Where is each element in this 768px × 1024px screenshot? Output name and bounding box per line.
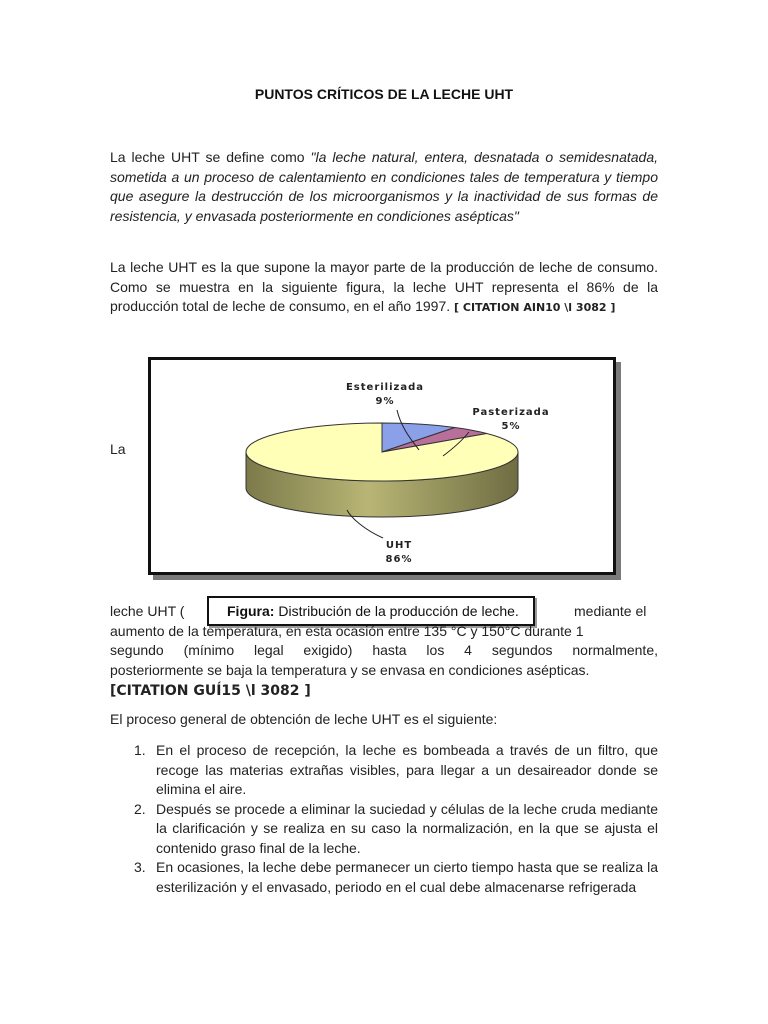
pie-body <box>246 423 518 517</box>
label-uht-value: 86% <box>385 554 413 565</box>
list-item <box>110 858 658 897</box>
caption-label: Figura: <box>227 603 275 619</box>
process-steps-list <box>110 741 658 897</box>
label-esterilizada-value: 9% <box>375 396 395 407</box>
list-item-number: 3. <box>134 859 146 875</box>
list-item <box>110 741 658 800</box>
paragraph-uht-line1-left: leche UHT ( <box>110 603 185 619</box>
paragraph-uht-line3: segundo (mínimo legal exigido) hasta los 4 segundos normalmente, <box>110 642 658 658</box>
paragraph-production <box>110 258 658 318</box>
paragraph-fragment-la: La <box>110 441 126 457</box>
definition-quote: "la leche natural, entera, desnatada o semidesnatada, sometida a un proceso de calentamiento en condiciones tales de temperatura y tiempo que asegure la destrucción de los microorganismos y la inactividad de sus formas de resistencia, y envasada posteriormente en condiciones asépticas" <box>110 149 658 224</box>
list-item-text: En ocasiones, la leche debe permanecer un cierto tiempo hasta que se realiza la esterilización y el envasado, periodo en el cual debe almacenarse refrigerada <box>156 859 658 895</box>
paragraph-uht-line4: posteriormente se baja la temperatura y se envasa en condiciones asépticas. <box>110 662 590 678</box>
document-title: PUNTOS CRÍTICOS DE LA LECHE UHT <box>254 86 514 102</box>
label-uht-name: UHT <box>385 540 413 551</box>
list-item <box>110 800 658 859</box>
caption-text: Distribución de la producción de leche. <box>274 603 519 619</box>
paragraph-process-intro: El proceso general de obtención de leche UHT es el siguiente: <box>110 711 498 727</box>
list-item-text: Después se procede a eliminar la suciedad y células de la leche cruda mediante la clarificación y se realiza en su caso la normalización, en la que se ajusta el contenido graso final de la leche. <box>156 800 658 856</box>
paragraph-uht-line2: aumento de la temperatura, en esta ocasión entre 135 °C y 150°C durante 1 <box>110 623 584 639</box>
citation-gui15: [CITATION GUÍ15 \l 3082 ] <box>110 683 311 699</box>
list-item-text: En el proceso de recepción, la leche es bombeada a través de un filtro, que recoge las materias extrañas visibles, para llegar a un desaireador donde se elimina el aire. <box>156 742 658 797</box>
production-text: La leche UHT es la que supone la mayor parte de la producción de leche de consumo. Como se muestra en la siguiente figura, la leche UHT representa el 86% de la producción total de leche de consumo, en el año 1997. <box>110 259 658 314</box>
paragraph-definition <box>110 148 658 226</box>
label-esterilizada-name: Esterilizada <box>345 382 425 393</box>
paragraph-uht-line1-right: mediante el <box>574 603 647 619</box>
label-pasterizada-value: 5% <box>501 421 521 432</box>
citation-ain10: [ CITATION AIN10 \l 3082 ] <box>454 301 616 314</box>
label-pasterizada-name: Pasterizada <box>472 407 550 418</box>
pie-chart-frame <box>148 357 616 575</box>
list-item-number: 1. <box>134 742 146 758</box>
list-item-number: 2. <box>134 800 146 817</box>
definition-intro: La leche UHT se define como <box>110 149 311 165</box>
pie-chart <box>151 360 613 572</box>
